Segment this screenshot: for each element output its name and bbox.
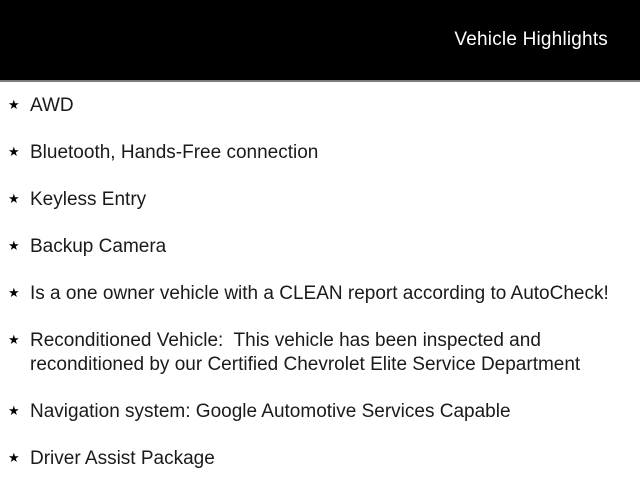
star-icon: ★: [8, 144, 20, 159]
list-item-text: Navigation system: Google Automotive Services Capable: [30, 401, 511, 422]
list-item-text: Keyless Entry: [30, 189, 147, 210]
list-item: [8, 188, 630, 212]
list-item-text: Backup Camera: [30, 236, 167, 257]
list-item-text: Is a one owner vehicle with a CLEAN report according to AutoCheck!: [30, 283, 609, 304]
list-item: [8, 282, 630, 306]
list-item: [8, 400, 630, 424]
list-item-text: AWD: [30, 95, 74, 116]
list-item: [8, 141, 630, 165]
header-bar: [0, 0, 640, 82]
list-item: [8, 447, 630, 471]
star-icon: ★: [8, 403, 20, 418]
list-item: [8, 329, 630, 377]
star-icon: ★: [8, 238, 20, 253]
list-item: [8, 94, 630, 118]
star-icon: ★: [8, 97, 20, 112]
list-item-text: Driver Assist Package: [30, 448, 215, 469]
list-item-text: Reconditioned Vehicle: This vehicle has been inspected and reconditioned by our Certified Chevrolet Elite Service Department: [30, 330, 581, 375]
list-item: [8, 235, 630, 259]
star-icon: ★: [8, 191, 20, 206]
vehicle-highlights-list: [0, 82, 640, 471]
star-icon: ★: [8, 285, 20, 300]
star-icon: ★: [8, 332, 20, 347]
page-title: Vehicle Highlights: [454, 29, 608, 50]
star-icon: ★: [8, 450, 20, 465]
list-item-text: Bluetooth, Hands-Free connection: [30, 142, 319, 163]
